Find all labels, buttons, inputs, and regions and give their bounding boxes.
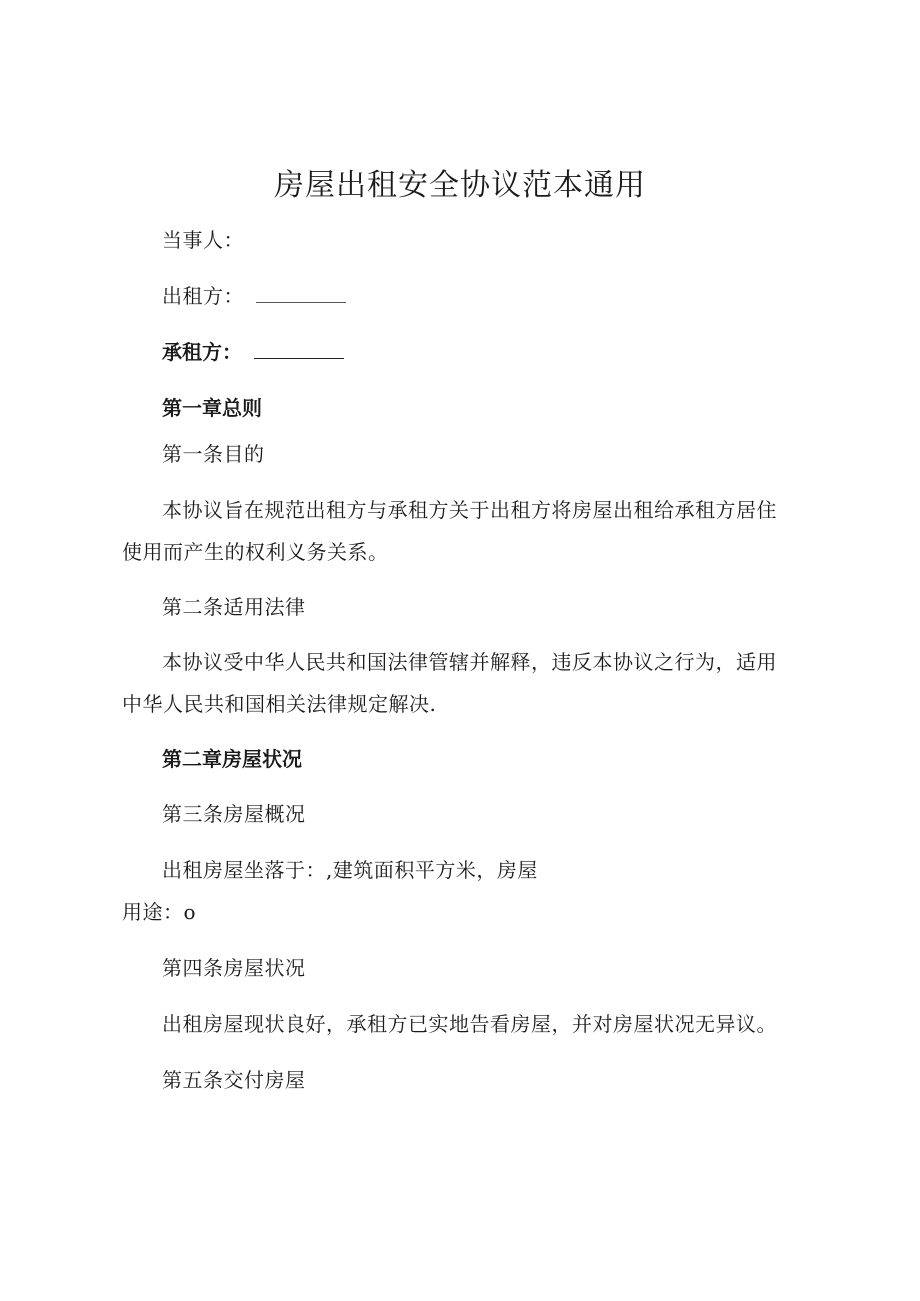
document-title: 房屋出租安全协议范本通用	[274, 168, 646, 203]
lessee-row	[162, 338, 344, 366]
lessor-blank	[256, 282, 346, 303]
article2-text-line2: 中华人民共和国相关法律规定解决.	[122, 692, 437, 716]
article2-heading: 第二条适用法律	[162, 595, 306, 619]
chapter1-heading: 第一章总则	[162, 396, 262, 420]
article1-heading: 第一条目的	[162, 442, 265, 466]
lessee-label: 承租方：	[162, 340, 242, 364]
chapter2-heading: 第二章房屋状况	[162, 747, 302, 771]
lessor-row	[162, 282, 346, 310]
parties-label: 当事人：	[162, 228, 244, 252]
article1-text-line2: 使用而产生的权利义务关系。	[122, 540, 389, 564]
article1-text-line1: 本协议旨在规范出租方与承租方关于出租方将房屋出租给承租方居住	[162, 498, 777, 522]
article5-heading: 第五条交付房屋	[162, 1068, 306, 1092]
article3-text-line2: 用途：o	[122, 900, 197, 924]
article3-heading: 第三条房屋概况	[162, 802, 306, 826]
article4-heading: 第四条房屋状况	[162, 956, 306, 980]
lessor-label: 出租方：	[162, 284, 244, 308]
article3-text-line1: 出租房屋坐落于：,建筑面积平方米，房屋	[162, 858, 538, 882]
article4-text-line1: 出租房屋现状良好，承租方已实地告看房屋，并对房屋状况无异议。	[162, 1012, 777, 1036]
article2-text-line1: 本协议受中华人民共和国法律管辖并解释，违反本协议之行为，适用	[162, 650, 777, 674]
lessee-blank	[254, 338, 344, 359]
